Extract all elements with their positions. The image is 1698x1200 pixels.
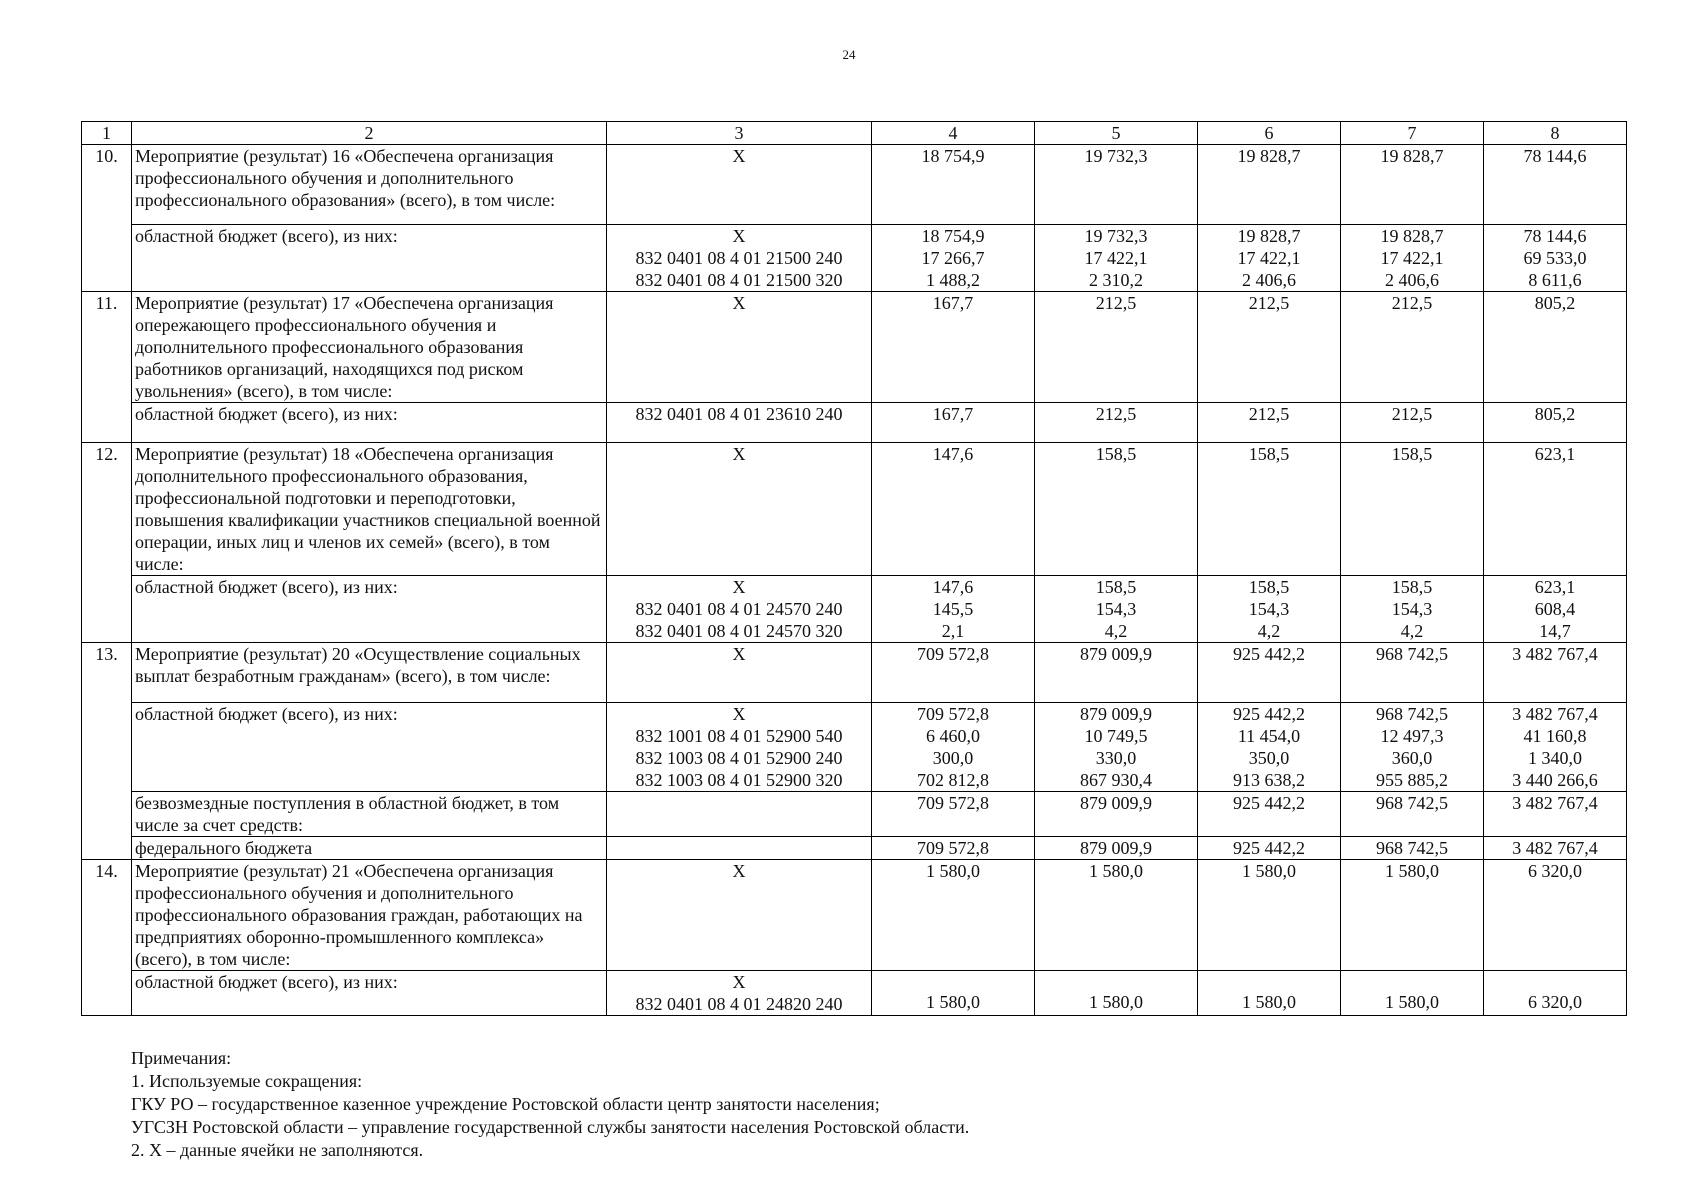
amount-cell-col-8 [1484,837,1627,860]
amount-value: 1 580,0 [1089,992,1143,1012]
amount-cell-col-4 [872,403,1035,443]
amount-value: 212,5 [1248,293,1290,313]
amount-value: 167,7 [932,404,974,424]
amount-value: 702 812,8 [917,770,989,790]
amount-value: 1 488,2 [926,270,980,290]
amount-value: 805,2 [1534,404,1576,424]
amount-value: 623,1 [1534,577,1576,597]
amount-cell-col-6 [1198,703,1341,792]
amount-value: 623,1 [1534,444,1576,464]
amount-cell-col-4 [872,837,1035,860]
budget-code-cell [607,403,872,443]
amount-value: 2 406,6 [1242,270,1296,290]
notes-item-2: 2. X – данные ячейки не заполняются. [131,1140,424,1160]
amount-value: 300,0 [932,748,974,768]
budget-code: X [732,293,746,313]
amount-value: 212,5 [1248,404,1290,424]
amount-value: 1 580,0 [1242,861,1296,881]
amount-cell-col-6 [1198,643,1341,703]
amount-value: 608,4 [1534,599,1576,619]
amount-value: 925 442,2 [1233,704,1305,724]
amount-value: 212,5 [1391,404,1433,424]
amount-value: 968 742,5 [1376,838,1448,858]
row-number: 12. [82,443,132,643]
budget-table [81,121,1627,1016]
table-row [82,703,1627,792]
amount-value: 212,5 [1095,404,1137,424]
amount-value: 14,7 [1539,621,1571,641]
amount-value: 2 406,6 [1385,270,1439,290]
amount-cell-col-8 [1484,443,1627,576]
amount-value: 4,2 [1257,621,1281,641]
amount-cell-col-5 [1035,837,1198,860]
amount-cell-col-6 [1198,145,1341,225]
budget-code-cell [607,225,872,292]
amount-cell-col-8 [1484,643,1627,703]
amount-value: 709 572,8 [917,838,989,858]
header-cell-2: 2 [132,122,607,145]
amount-cell-col-5 [1035,576,1198,643]
budget-code-cell [607,792,872,837]
description-cell: Мероприятие (результат) 21 «Обеспечена организация профессионального обучения и дополнительного профессионального образования граждан, работающих на предприятиях оборонно-промышленного комплекса» (всего), в том числе: [132,860,607,971]
budget-code: X [732,444,746,464]
amount-cell-col-7 [1341,292,1484,403]
amount-cell-col-6 [1198,971,1341,1016]
amount-cell-col-6 [1198,443,1341,576]
amount-cell-col-6 [1198,225,1341,292]
budget-code: 832 0401 08 4 01 24570 320 [635,621,843,641]
budget-code-cell [607,837,872,860]
amount-value: 3 482 767,4 [1512,644,1598,664]
budget-code-cell [607,292,872,403]
amount-cell-col-8 [1484,292,1627,403]
notes-abbreviation-ugszn: УГСЗН Ростовской области – управление государственной службы занятости населения Ростовской области. [131,1117,970,1137]
amount-cell-col-5 [1035,860,1198,971]
amount-value: 805,2 [1534,293,1576,313]
amount-cell-col-6 [1198,860,1341,971]
amount-cell-col-8 [1484,225,1627,292]
amount-value: 158,5 [1095,444,1137,464]
amount-value: 1 580,0 [1385,861,1439,881]
budget-code: X [732,861,746,881]
budget-code: 832 0401 08 4 01 24820 240 [635,994,843,1014]
amount-cell-col-7 [1341,860,1484,971]
description-cell: Мероприятие (результат) 17 «Обеспечена организация опережающего профессионального обучения и дополнительного профессионального образования работников организаций, находящихся под риском увольнения» (всего), в том числе: [132,292,607,403]
amount-cell-col-5 [1035,971,1198,1016]
amount-cell-col-5 [1035,792,1198,837]
budget-code: 832 1003 08 4 01 52900 320 [635,770,843,790]
amount-value: 1 340,0 [1528,748,1582,768]
amount-value: 17 422,1 [1237,248,1301,268]
amount-value: 154,3 [1248,599,1290,619]
amount-value: 145,5 [932,599,974,619]
amount-value: 19 732,3 [1084,146,1148,166]
table-row [82,225,1627,292]
budget-code-cell [607,860,872,971]
header-cell-8: 8 [1484,122,1627,145]
amount-value: 968 742,5 [1376,793,1448,813]
header-cell-1: 1 [82,122,132,145]
amount-cell-col-7 [1341,443,1484,576]
amount-cell-col-4 [872,792,1035,837]
amount-value: 2 310,2 [1089,270,1143,290]
amount-value: 158,5 [1248,444,1290,464]
budget-code: X [732,704,746,724]
amount-value [1487,971,1623,991]
amount-value: 158,5 [1391,444,1433,464]
description-cell: областной бюджет (всего), из них: [132,576,607,643]
amount-cell-col-8 [1484,576,1627,643]
table-row [82,576,1627,643]
amount-value: 1 580,0 [1385,992,1439,1012]
notes-item-1: 1. Используемые сокращения: [131,1071,363,1091]
amount-cell-col-8 [1484,145,1627,225]
budget-code-cell [607,971,872,1016]
table-row [82,145,1627,225]
description-cell: областной бюджет (всего), из них: [132,971,607,1016]
amount-cell-col-4 [872,225,1035,292]
amount-value: 925 442,2 [1233,644,1305,664]
amount-value: 709 572,8 [917,704,989,724]
amount-value: 968 742,5 [1376,644,1448,664]
description-cell: безвозмездные поступления в областной бюджет, в том числе за счет средств: [132,792,607,837]
budget-code-cell [607,703,872,792]
amount-value: 154,3 [1095,599,1137,619]
amount-value: 158,5 [1391,577,1433,597]
amount-value: 17 422,1 [1380,248,1444,268]
amount-cell-col-4 [872,443,1035,576]
row-number: 13. [82,643,132,860]
amount-value [1038,971,1194,991]
amount-value: 879 009,9 [1080,704,1152,724]
amount-value: 158,5 [1248,577,1290,597]
amount-value: 18 754,9 [921,226,985,246]
amount-value: 158,5 [1095,577,1137,597]
amount-cell-col-6 [1198,403,1341,443]
amount-value: 925 442,2 [1233,838,1305,858]
budget-code: X [732,644,746,664]
table-row [82,643,1627,703]
amount-value: 3 482 767,4 [1512,793,1598,813]
amount-cell-col-4 [872,643,1035,703]
amount-cell-col-7 [1341,225,1484,292]
amount-value: 11 454,0 [1237,726,1301,746]
amount-value: 4,2 [1104,621,1128,641]
amount-value: 3 482 767,4 [1512,838,1598,858]
amount-cell-col-5 [1035,403,1198,443]
amount-cell-col-4 [872,860,1035,971]
amount-value: 925 442,2 [1233,793,1305,813]
amount-value: 867 930,4 [1080,770,1152,790]
amount-value: 154,3 [1391,599,1433,619]
amount-cell-col-6 [1198,837,1341,860]
amount-value: 709 572,8 [917,644,989,664]
table-row [82,792,1627,837]
amount-value: 1 580,0 [926,861,980,881]
amount-value [1201,971,1337,991]
header-cell-5: 5 [1035,122,1198,145]
amount-cell-col-5 [1035,225,1198,292]
amount-value: 350,0 [1248,748,1290,768]
amount-value: 19 828,7 [1380,226,1444,246]
amount-cell-col-4 [872,971,1035,1016]
amount-value: 19 828,7 [1237,146,1301,166]
amount-cell-col-8 [1484,792,1627,837]
row-number: 10. [82,145,132,292]
description-cell: Мероприятие (результат) 18 «Обеспечена организация дополнительного профессионального образования, профессиональной подготовки и переподготовки, повышения квалификации участников специальной военной операции, иных лиц и членов их семей» (всего), в том числе: [132,443,607,576]
page-number: 24 [842,47,856,62]
budget-code [610,837,868,857]
amount-cell-col-8 [1484,403,1627,443]
amount-value: 6 460,0 [926,726,980,746]
amount-cell-col-8 [1484,860,1627,971]
amount-value: 3 482 767,4 [1512,704,1598,724]
budget-code-cell [607,576,872,643]
amount-value: 1 580,0 [1089,861,1143,881]
header-cell-7: 7 [1341,122,1484,145]
amount-value [875,971,1031,991]
description-cell: областной бюджет (всего), из них: [132,225,607,292]
amount-value: 360,0 [1391,748,1433,768]
budget-code-cell [607,643,872,703]
header-cell-3: 3 [607,122,872,145]
row-number: 14. [82,860,132,1016]
amount-value: 3 440 266,6 [1512,770,1598,790]
header-cell-4: 4 [872,122,1035,145]
amount-cell-col-8 [1484,703,1627,792]
budget-code: X [732,146,746,166]
amount-cell-col-6 [1198,792,1341,837]
amount-cell-col-7 [1341,576,1484,643]
amount-cell-col-4 [872,703,1035,792]
table-body [82,122,1627,1016]
amount-value: 913 638,2 [1233,770,1305,790]
amount-cell-col-7 [1341,703,1484,792]
amount-value: 19 828,7 [1380,146,1444,166]
budget-code-cell [607,443,872,576]
amount-cell-col-7 [1341,643,1484,703]
budget-code: 832 0401 08 4 01 24570 240 [635,599,843,619]
description-cell: областной бюджет (всего), из них: [132,403,607,443]
header-cell-6: 6 [1198,122,1341,145]
amount-cell-col-5 [1035,643,1198,703]
amount-value [1344,971,1480,991]
header-row [82,122,1627,145]
budget-code: 832 1001 08 4 01 52900 540 [635,726,843,746]
amount-value: 2,1 [941,621,965,641]
amount-cell-col-4 [872,576,1035,643]
amount-value: 167,7 [932,293,974,313]
amount-value: 147,6 [932,444,974,464]
budget-code: X [732,577,746,597]
amount-cell-col-4 [872,145,1035,225]
notes [131,1047,1431,1162]
table-row [82,292,1627,403]
budget-code-cell [607,145,872,225]
amount-value: 212,5 [1095,293,1137,313]
amount-value: 12 497,3 [1380,726,1444,746]
description-cell: федерального бюджета [132,837,607,860]
amount-value: 955 885,2 [1376,770,1448,790]
amount-value: 41 160,8 [1523,726,1587,746]
amount-value: 4,2 [1400,621,1424,641]
amount-cell-col-8 [1484,971,1627,1016]
amount-value: 709 572,8 [917,793,989,813]
budget-code: X [732,226,746,246]
amount-value: 17 422,1 [1084,248,1148,268]
amount-cell-col-7 [1341,403,1484,443]
amount-value: 879 009,9 [1080,838,1152,858]
amount-value: 19 828,7 [1237,226,1301,246]
table-row [82,403,1627,443]
amount-cell-col-7 [1341,145,1484,225]
amount-value: 8 611,6 [1528,270,1582,290]
table-row [82,837,1627,860]
amount-value: 6 320,0 [1528,861,1582,881]
amount-value: 968 742,5 [1376,704,1448,724]
amount-cell-col-7 [1341,792,1484,837]
amount-value: 69 533,0 [1523,248,1587,268]
description-cell: областной бюджет (всего), из них: [132,703,607,792]
amount-value: 19 732,3 [1084,226,1148,246]
amount-value: 330,0 [1095,748,1137,768]
amount-cell-col-6 [1198,576,1341,643]
amount-value: 1 580,0 [926,992,980,1012]
table-row [82,443,1627,576]
amount-value: 17 266,7 [921,248,985,268]
amount-cell-col-5 [1035,292,1198,403]
notes-abbreviation-gku: ГКУ РО – государственное казенное учреждение Ростовской области центр занятости населения; [131,1094,880,1114]
amount-cell-col-6 [1198,292,1341,403]
amount-value: 1 580,0 [1242,992,1296,1012]
budget-code [610,792,868,812]
amount-value: 212,5 [1391,293,1433,313]
amount-value: 879 009,9 [1080,644,1152,664]
amount-cell-col-5 [1035,443,1198,576]
amount-cell-col-5 [1035,703,1198,792]
amount-cell-col-7 [1341,971,1484,1016]
notes-title: Примечания: [131,1048,232,1068]
table-row [82,971,1627,1016]
amount-value: 879 009,9 [1080,793,1152,813]
amount-value: 18 754,9 [921,146,985,166]
budget-code: 832 0401 08 4 01 21500 320 [635,270,843,290]
budget-code: 832 0401 08 4 01 21500 240 [635,248,843,268]
description-cell: Мероприятие (результат) 20 «Осуществление социальных выплат безработным гражданам» (всего), в том числе: [132,643,607,703]
table-row [82,860,1627,971]
description-cell: Мероприятие (результат) 16 «Обеспечена организация профессионального обучения и дополнительного профессионального образования» (всего), в том числе: [132,145,607,225]
amount-value: 6 320,0 [1528,992,1582,1012]
budget-code: 832 1003 08 4 01 52900 240 [635,748,843,768]
amount-cell-col-4 [872,292,1035,403]
amount-value: 10 749,5 [1084,726,1148,746]
amount-cell-col-7 [1341,837,1484,860]
amount-value: 78 144,6 [1523,146,1587,166]
budget-code: 832 0401 08 4 01 23610 240 [635,404,843,424]
row-number: 11. [82,292,132,443]
budget-code: X [732,972,746,992]
amount-value: 147,6 [932,577,974,597]
amount-cell-col-5 [1035,145,1198,225]
amount-value: 78 144,6 [1523,226,1587,246]
